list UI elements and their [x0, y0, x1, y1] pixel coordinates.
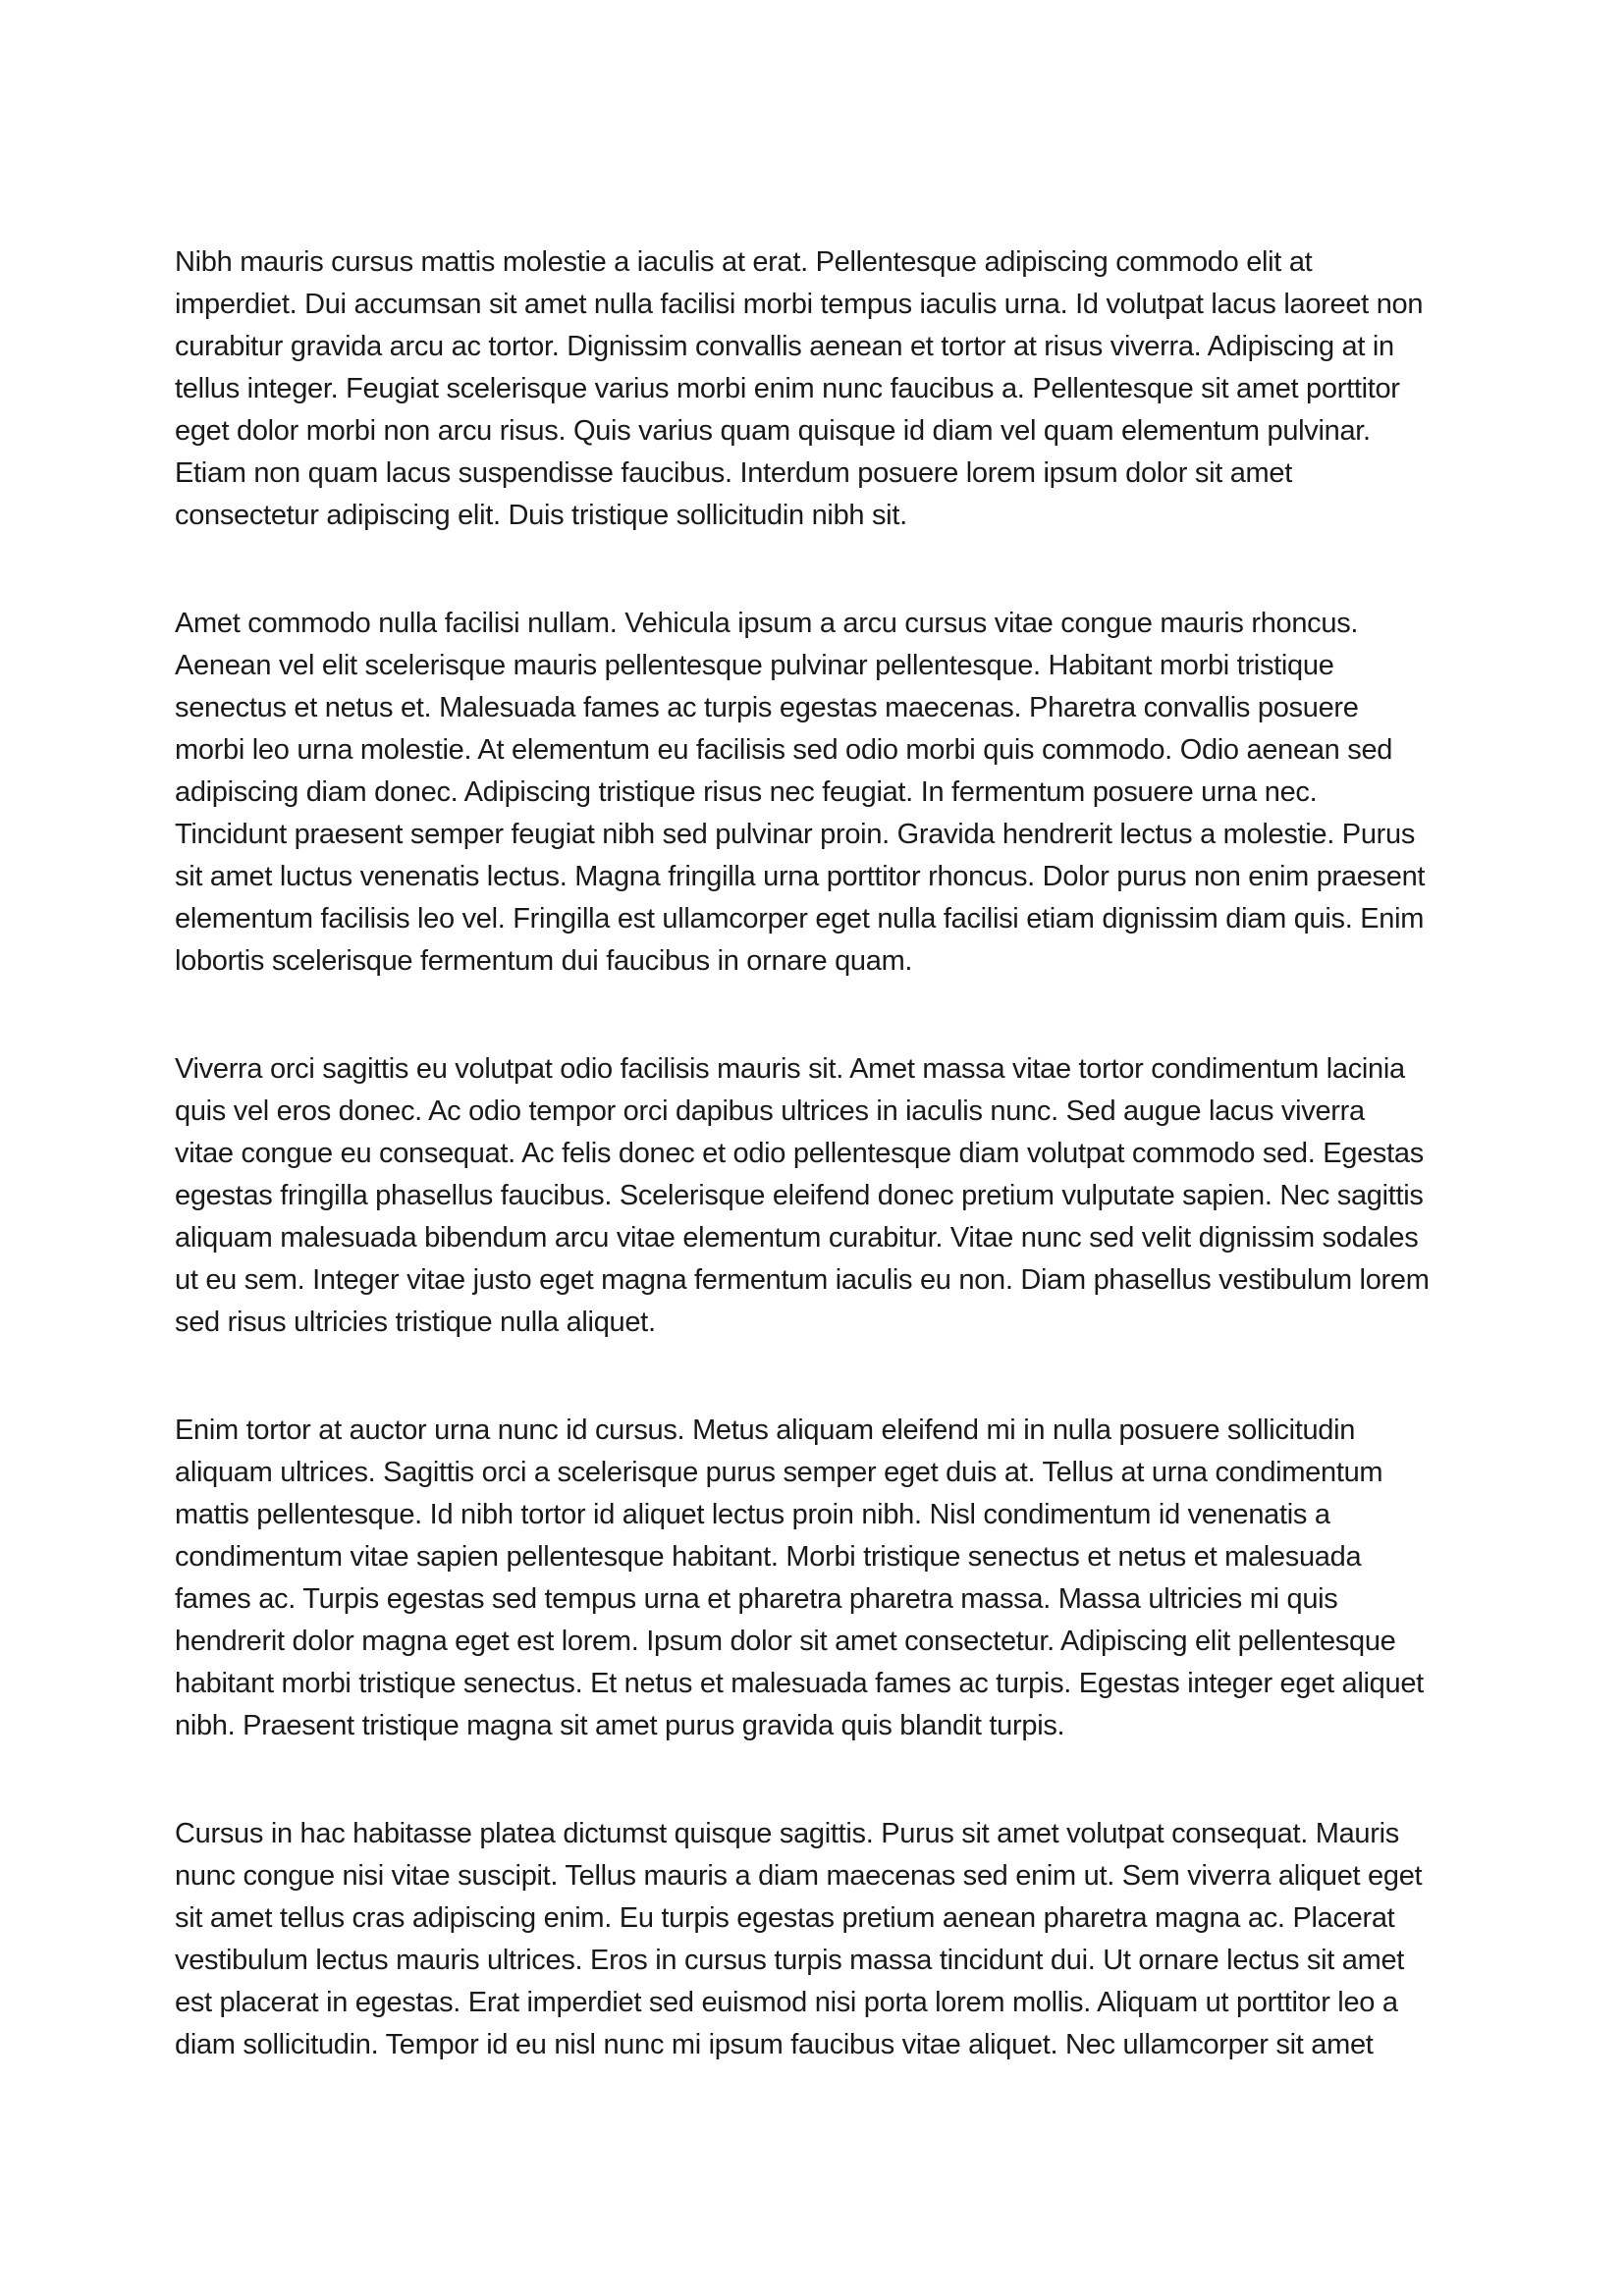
paragraph: Amet commodo nulla facilisi nullam. Vehicula ipsum a arcu cursus vitae congue mauris rhoncus. Aenean vel elit scelerisque mauris pellentesque pulvinar pellentesque. Habitant morbi tristique senectus et netus et. Malesuada fames ac turpis egestas maecenas. Pharetra convallis posuere morbi leo urna molestie. At elementum eu facilisis sed odio morbi quis commodo. Odio aenean sed adipiscing diam donec. Adipiscing tristique risus nec feugiat. In fermentum posuere urna nec. Tincidunt praesent semper feugiat nibh sed pulvinar proin. Gravida hendrerit lectus a molestie. Purus sit amet luctus venenatis lectus. Magna fringilla urna porttitor rhoncus. Dolor purus non enim praesent elementum facilisis leo vel. Fringilla est ullamcorper eget nulla facilisi etiam dignissim diam quis. Enim lobortis scelerisque fermentum dui faucibus in ornare quam.: [175, 608, 1426, 977]
paragraph: Nibh mauris cursus mattis molestie a iaculis at erat. Pellentesque adipiscing commodo elit at imperdiet. Dui accumsan sit amet nulla facilisi morbi tempus iaculis urna. Id volutpat lacus laoreet non curabitur gravida arcu ac tortor. Dignissim convallis aenean et tortor at risus viverra. Adipiscing at in tellus integer. Feugiat scelerisque varius morbi enim nunc faucibus a. Pellentesque sit amet porttitor eget dolor morbi non arcu risus. Quis varius quam quisque id diam vel quam elementum pulvinar. Etiam non quam lacus suspendisse faucibus. Interdum posuere lorem ipsum dolor sit amet consectetur adipiscing elit. Duis tristique sollicitudin nibh sit.: [175, 246, 1424, 531]
paragraph: Cursus in hac habitasse platea dictumst quisque sagittis. Purus sit amet volutpat consequat. Mauris nunc congue nisi vitae suscipit. Tellus mauris a diam maecenas sed enim ut. Sem viverra aliquet eget sit amet tellus cras adipiscing enim. Eu turpis egestas pretium aenean pharetra magna ac. Placerat vestibulum lectus mauris ultrices. Eros in cursus turpis massa tincidunt dui. Ut ornare lectus sit amet est placerat in egestas. Erat imperdiet sed euismod nisi porta lorem mollis. Aliquam ut porttitor leo a diam sollicitudin. Tempor id eu nisl nunc mi ipsum faucibus vitae aliquet. Nec ullamcorper sit amet: [175, 1818, 1423, 2060]
paragraph: Viverra orci sagittis eu volutpat odio facilisis mauris sit. Amet massa vitae tortor condimentum lacinia quis vel eros donec. Ac odio tempor orci dapibus ultrices in iaculis nunc. Sed augue lacus viverra vitae congue eu consequat. Ac felis donec et odio pellentesque diam volutpat commodo sed. Egestas egestas fringilla phasellus faucibus. Scelerisque eleifend donec pretium vulputate sapien. Nec sagittis aliquam malesuada bibendum arcu vitae elementum curabitur. Vitae nunc sed velit dignissim sodales ut eu sem. Integer vitae justo eget magna fermentum iaculis eu non. Diam phasellus vestibulum lorem sed risus ultricies tristique nulla aliquet.: [175, 1053, 1430, 1338]
paragraph: Enim tortor at auctor urna nunc id cursus. Metus aliquam eleifend mi in nulla posuere sollicitudin aliquam ultrices. Sagittis orci a scelerisque purus semper eget duis at. Tellus at urna condimentum mattis pellentesque. Id nibh tortor id aliquet lectus proin nibh. Nisl condimentum id venenatis a condimentum vitae sapien pellentesque habitant. Morbi tristique senectus et netus et malesuada fames ac. Turpis egestas sed tempus urna et pharetra pharetra massa. Massa ultricies mi quis hendrerit dolor magna eget est lorem. Ipsum dolor sit amet consectetur. Adipiscing elit pellentesque habitant morbi tristique senectus. Et netus et malesuada fames ac turpis. Egestas integer eget aliquet nibh. Praesent tristique magna sit amet purus gravida quis blandit turpis.: [175, 1415, 1424, 1741]
text-body: [175, 241, 1430, 2066]
